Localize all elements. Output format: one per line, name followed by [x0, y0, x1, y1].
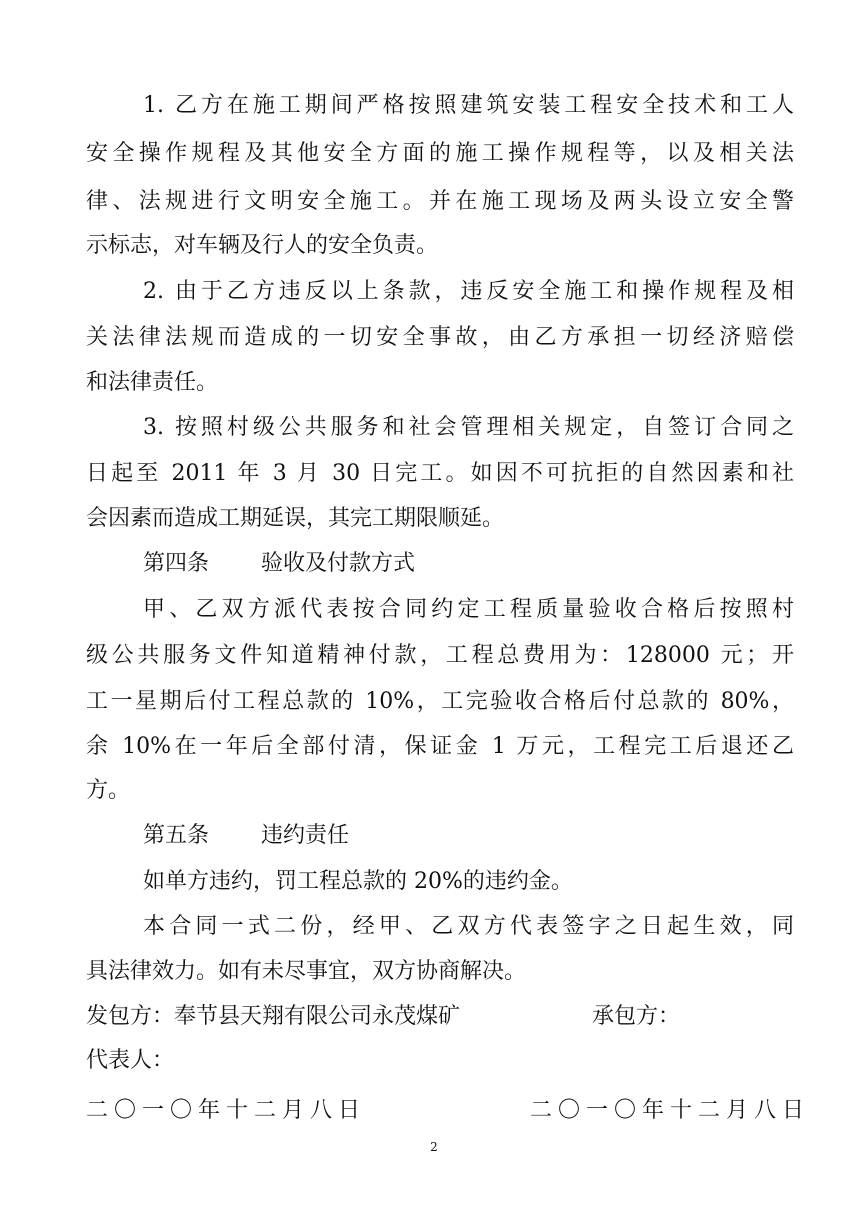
clause-2-line-1: 2. 由于乙方违反以上条款，违反安全施工和操作规程及相 [143, 279, 794, 304]
article-4-line-3: 工一星期后付工程总款的 10%，工完验收合格后付总款的 80%， [86, 689, 794, 714]
clause-2-line-2: 关法律法规而造成的一切安全事故，由乙方承担一切经济赔偿 [86, 325, 794, 350]
clause-3-line-1: 3. 按照村级公共服务和社会管理相关规定，自签订合同之 [143, 415, 794, 440]
clause-3-line-3: 会因素而造成工期延误，其完工期限顺延。 [86, 506, 505, 531]
article-4-number: 第四条 [143, 551, 210, 576]
article-4-line-1: 甲、乙双方派代表按合同约定工程质量验收合格后按照村 [143, 597, 794, 622]
clause-3-line-2: 日起至 2011 年 3 月 30 日完工。如因不可抗拒的自然因素和社 [86, 461, 794, 486]
party-a-label: 发包方：奉节县天翔有限公司永茂煤矿 [86, 1004, 461, 1029]
article-4-line-2: 级公共服务文件知道精神付款，工程总费用为：128000 元；开 [86, 643, 794, 668]
page-number: 2 [430, 1140, 438, 1154]
clause-1-line-4: 示标志，对车辆及行人的安全负责。 [86, 233, 439, 258]
article-5-number: 第五条 [143, 823, 210, 848]
clause-1-line-3: 律、法规进行文明安全施工。并在施工现场及两头设立安全警 [86, 189, 794, 214]
party-b-label: 承包方： [592, 1004, 681, 1029]
representative-label: 代表人： [86, 1048, 175, 1073]
closing-line-1: 本合同一式二份，经甲、乙双方代表签字之日起生效，同 [143, 914, 794, 939]
article-4-line-5: 方。 [86, 778, 131, 803]
article-5-heading [143, 820, 794, 852]
closing-line-2: 具法律效力。如有未尽事宜，双方协商解决。 [86, 959, 527, 984]
article-4-line-4: 余 10%在一年后全部付清，保证金 1 万元，工程完工后退还乙 [86, 734, 794, 759]
article-5-title: 违约责任 [261, 823, 350, 848]
article-4-title: 验收及付款方式 [261, 551, 416, 576]
clause-1-line-1: 1. 乙方在施工期间严格按照建筑安装工程安全技术和工人 [143, 93, 794, 118]
date-party-b: 二〇一〇年十二月八日 [530, 1098, 811, 1123]
clause-1-line-2: 安全操作规程及其他安全方面的施工操作规程等，以及相关法 [86, 141, 794, 166]
article-5-line-1: 如单方违约，罚工程总款的 20%的违约金。 [143, 869, 573, 894]
date-party-a: 二〇一〇年十二月八日 [86, 1098, 367, 1123]
article-4-heading [143, 548, 794, 580]
clause-2-line-3: 和法律责任。 [86, 370, 219, 395]
